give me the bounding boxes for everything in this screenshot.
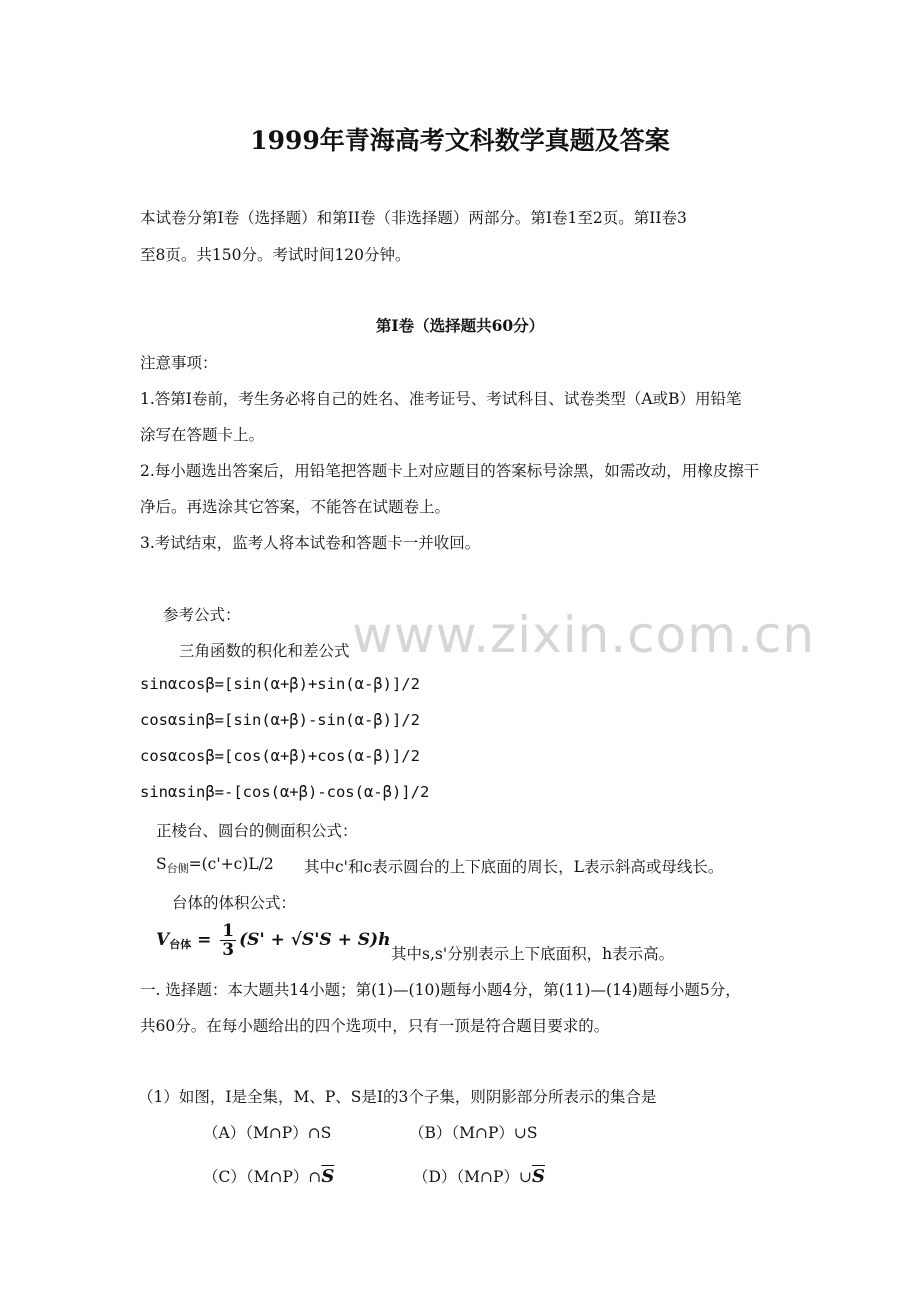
frustum-subscript: 台侧 bbox=[166, 862, 189, 875]
note-2-line-1: 2.每小题选出答案后，用铅笔把答题卡上对应题目的答案标号涂黑，如需改动，用橡皮擦干 bbox=[140, 462, 760, 480]
q1-option-a: （A）（M∩P）∩S bbox=[203, 1124, 332, 1142]
s-complement-c: $\overline{S}$ bbox=[321, 1166, 335, 1187]
s-complement-d: $\overline{S}$ bbox=[531, 1166, 545, 1187]
frustum-rest: =(c'+c)L/2 bbox=[188, 855, 274, 873]
volume-numerator: 1 bbox=[222, 921, 235, 941]
page-title: 1999年青海高考文科数学真题及答案 bbox=[250, 126, 670, 155]
note-2-line-2: 净后。再选涂其它答案，不能答在试题卷上。 bbox=[140, 498, 451, 516]
section-title: 第Ⅰ卷（选择题共60分） bbox=[375, 316, 545, 335]
intro-line-2: 至8页。共150分。考试时间120分钟。 bbox=[140, 246, 411, 264]
q1-option-c bbox=[203, 1165, 334, 1187]
frustum-heading: 正棱台、圆台的侧面积公式： bbox=[156, 822, 358, 840]
trig-heading: 三角函数的积化和差公式 bbox=[179, 642, 350, 660]
frustum-description: 其中c'和c表示圆台的上下底面的周长，L表示斜高或母线长。 bbox=[304, 858, 724, 876]
part1-line-2: 共60分。在每小题给出的四个选项中，只有一顶是符合题目要求的。 bbox=[140, 1017, 610, 1035]
volume-denominator: 3 bbox=[222, 940, 235, 960]
volume-formula bbox=[156, 922, 390, 959]
q1-option-c-text: （C）（M∩P）∩ bbox=[203, 1168, 322, 1186]
trig-formula-3: cosαcosβ=[cos(α+β)+cos(α-β)]/2 bbox=[140, 747, 420, 765]
trig-formula-2: cosαsinβ=[sin(α+β)-sin(α-β)]/2 bbox=[140, 711, 420, 729]
frustum-formula bbox=[156, 855, 274, 876]
reference-heading: 参考公式： bbox=[163, 606, 241, 624]
note-3: 3.考试结束，监考人将本试卷和答题卡一并收回。 bbox=[140, 534, 481, 552]
intro-line-1: 本试卷分第Ⅰ卷（选择题）和第II卷（非选择题）两部分。第Ⅰ卷1至2页。第II卷3 bbox=[140, 209, 687, 227]
volume-heading: 台体的体积公式： bbox=[172, 894, 297, 912]
volume-fraction bbox=[220, 922, 236, 959]
volume-body: (S' + √S'S + S)h bbox=[239, 930, 391, 950]
note-1-line-1: 1.答第Ⅰ卷前，考生务必将自己的姓名、准考证号、考试科目、试卷类型（A或B）用铅笔 bbox=[140, 390, 742, 408]
volume-eq: = bbox=[191, 930, 218, 950]
volume-description: 其中s,s'分别表示上下底面积，h表示高。 bbox=[391, 945, 675, 963]
q1-option-d-text: （D）（M∩P）∪ bbox=[413, 1168, 532, 1186]
notes-heading: 注意事项： bbox=[140, 354, 218, 372]
trig-formula-1: sinαcosβ=[sin(α+β)+sin(α-β)]/2 bbox=[140, 675, 420, 693]
volume-subscript: 台体 bbox=[169, 938, 192, 951]
part1-line-1: 一. 选择题：本大题共14小题；第(1)—(10)题每小题4分，第(11)—(14)题每小题5分， bbox=[140, 981, 741, 999]
frustum-S: S bbox=[156, 855, 167, 873]
volume-V: V bbox=[156, 930, 170, 950]
trig-formula-4: sinαsinβ=-[cos(α+β)-cos(α-β)]/2 bbox=[140, 783, 430, 801]
watermark: www.zixin.com.cn bbox=[352, 606, 816, 664]
question-1-stem: （1）如图，I是全集，M、P、S是I的3个子集，则阴影部分所表示的集合是 bbox=[138, 1088, 657, 1106]
q1-option-d bbox=[413, 1165, 545, 1187]
q1-option-b: （B）（M∩P）∪S bbox=[409, 1124, 538, 1142]
note-1-line-2: 涂写在答题卡上。 bbox=[140, 426, 265, 444]
